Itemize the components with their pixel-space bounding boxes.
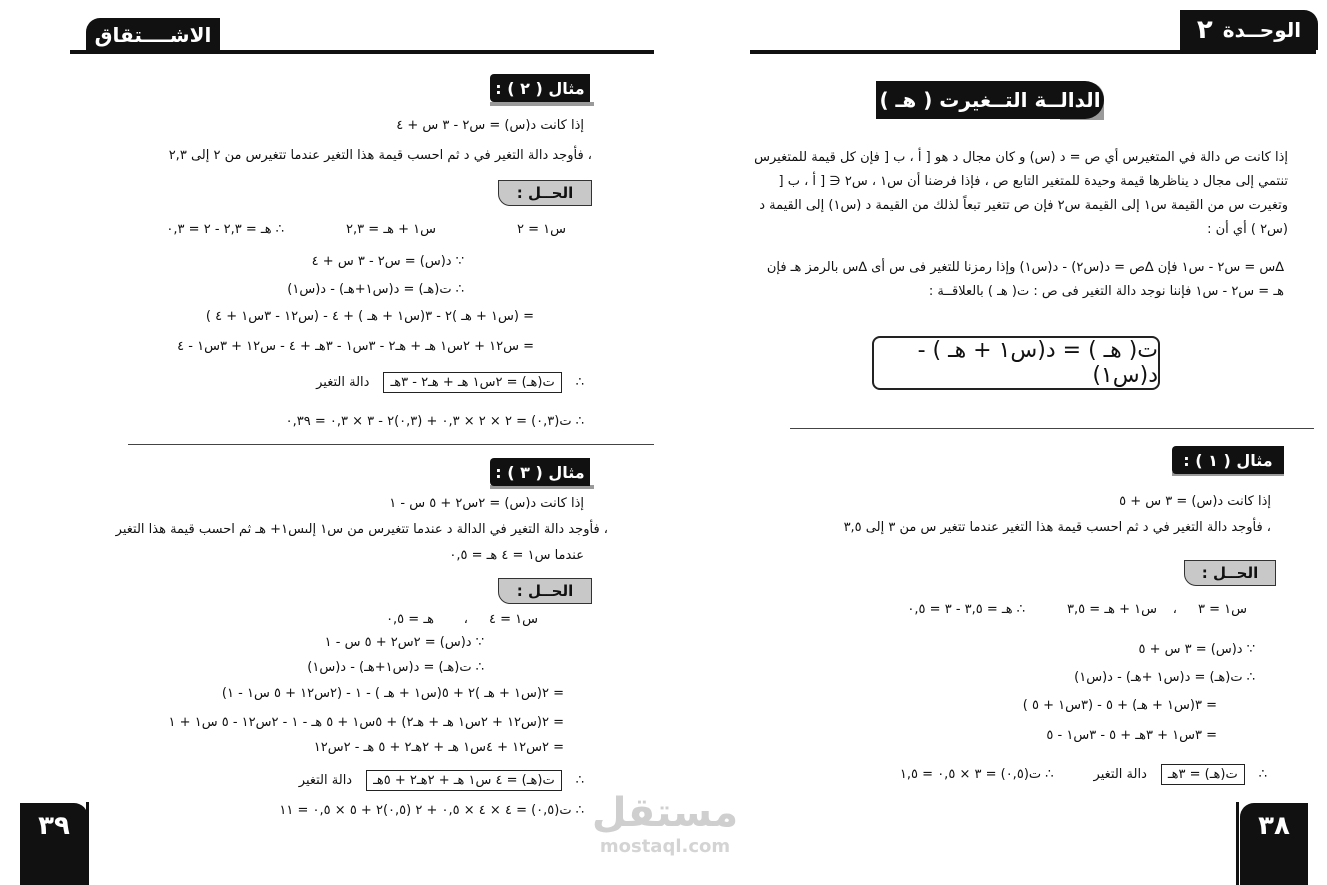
therefore-symbol: ∴ [575, 375, 584, 390]
example2-step4: = (س١ + هـ )٢ - ٣(س١ + هـ ) + ٤ - (س١٢ - ٣س١ + ٤ ) [205, 309, 534, 324]
example1-label: مثال ( ١ ) : [1172, 446, 1284, 474]
example3-step1-left: هـ = ٠,٥ [386, 612, 434, 627]
example2-step3: ∴ ت(هـ) = د(س١+هـ) - د(س١) [287, 282, 464, 297]
change-function-box: ت(هـ) = ٤ س١ هـ + ٢هـ٢ + ٥هـ [366, 770, 562, 791]
right-header-rule [750, 50, 1316, 54]
intro-paragraph: إذا كانت ص دالة في المتغيرس أي ص = د (س) و كان مجال د هو [ ﺃ ، ب [ فإن كل قيمة للمتغيرس تنتمي إلى مجال د يناظرها قيمة وحيدة للمتغير التابع ص ، فإذا فرضنا أن س١ ، س٢ ∈ [ ﺃ ، ب [ وتغيرت س من القيمة س١ إلى القيمة س٢ فإن ص تتغير تبعاً لذلك من القيمة د (س١) إلى القيمة د (س٢ ) أي أن : [754, 150, 1288, 238]
therefore-symbol: ∴ [1258, 767, 1267, 782]
example3-step4: = ٢(س١ + هـ )٢ + ٥(س١ + هـ ) - ١ - (٢س١٢ + ٥ س١ - ١) [221, 686, 564, 701]
example2-label-shadow [490, 102, 594, 106]
change-function-label: دالة التغير [316, 375, 370, 390]
example1-step1-left: ∴ هـ = ٣,٥ - ٣ = ٠,٥ [907, 602, 1025, 617]
watermark [580, 790, 750, 857]
example2-step6 [316, 372, 584, 393]
example1-step4: = ٣(س١ + هـ) + ٥ - (٣س١ + ٥ ) [1022, 698, 1217, 713]
section-title: الدالــة التــغيرت ( هـ ) [876, 81, 1104, 119]
example3-step3: ∴ ت(هـ) = د(س١+هـ) - د(س١) [307, 660, 484, 675]
right-separator [790, 428, 1314, 429]
change-function-formula: ت( هـ ) = د(س١ + هـ ) - د(س١) [872, 336, 1160, 390]
example1-result: ∴ ت(٠,٥) = ٣ × ٠,٥ = ١,٥ [899, 767, 1054, 782]
example3-line3: عندما س١ = ٤ هـ = ٠,٥ [449, 548, 584, 563]
therefore-symbol: ∴ [575, 773, 584, 788]
left-separator [128, 444, 654, 445]
example1-line2: ، فأوجد دالة التغير في د ثم احسب قيمة هذا التغير عندما تتغير س من ٣ إلى ٣,٥ [843, 520, 1271, 535]
watermark-logo: مستقل [591, 790, 739, 836]
example1-step1-mid: س١ + هـ = ٣,٥ [1067, 602, 1157, 617]
example3-step5: = ٢(س١٢ + ٢س١ هـ + هـ٢) + ٥س١ + ٥ هـ - ١ - ٢س١٢ - ٥ س١ + ١ [168, 715, 564, 730]
left-page-number: ٣٩ [20, 803, 88, 885]
example1-step1-right: س١ = ٣ [1197, 602, 1247, 617]
example3-step6: = ٢س١٢ + ٤س١ هـ + ٢هـ٢ + ٥ هـ - ٢س١٢ [313, 740, 564, 755]
left-header-title: الاشــــتقاق [86, 18, 220, 52]
example2-line1: إذا كانت د(س) = س٢ - ٣ س + ٤ [396, 118, 584, 133]
example3-step7 [299, 770, 584, 791]
example3-line1: إذا كانت د(س) = ٢س٢ + ٥ س - ١ [389, 496, 584, 511]
example2-step2: ∵ د(س) = س٢ - ٣ س + ٤ [311, 254, 464, 269]
example1-step1-sep: ، [1172, 602, 1177, 617]
example3-label: مثال ( ٣ ) : [490, 458, 590, 486]
unit-number: ٢ [1196, 15, 1213, 45]
example2-line2: ، فأوجد دالة التغير في د ثم احسب قيمة هذا التغير عندما تتغيرس من ٢ إلى ٢,٣ [168, 148, 592, 163]
example3-line2: ، فأوجد دالة التغير في الدالة د عندما تتغيرس من س١ إلىس١+ هـ ثم احسب قيمة هذا التغير [115, 522, 608, 537]
example1-step5: = ٣س١ + ٣هـ + ٥ - ٣س١ - ٥ [1046, 728, 1217, 743]
watermark-url: mostaql.com [599, 836, 731, 857]
example3-step1-right: س١ = ٤ [488, 612, 538, 627]
left-page-number-rule [86, 802, 89, 885]
example3-solution-label: الحــل : [498, 578, 592, 604]
example2-step1-right: س١ = ٢ [516, 222, 566, 237]
example1-line1: إذا كانت د(س) = ٣ س + ٥ [1119, 494, 1271, 509]
example2-step1-mid: س١ + هـ = ٢,٣ [346, 222, 436, 237]
unit-label: الوحــدة [1222, 18, 1302, 42]
example3-step1-sep: ، [463, 612, 468, 627]
example2-step7: ∴ ت(٠,٣) = ٢ × ٢ × ٠,٣ + (٠,٣)٢ - ٣ × ٠,٣ = ٠,٣٩ [285, 414, 584, 429]
example2-step1-left: ∴ هـ = ٢,٣ - ٢ = ٠,٣ [166, 222, 284, 237]
change-function-label: دالة التغير [1093, 767, 1147, 782]
example3-step2: ∵ د(س) = ٢س٢ + ٥ س - ١ [324, 635, 484, 650]
right-page [664, 0, 1327, 885]
change-function-label: دالة التغير [298, 773, 353, 788]
example2-label: مثال ( ٢ ) : [490, 74, 590, 102]
example2-solution-label: الحــل : [498, 180, 592, 206]
example1-step3: ∴ ت(هـ) = د(س١ +هـ) - د(س١) [1074, 670, 1255, 685]
example3-step8: ∴ ت(٠,٥) = ٤ × ٤ × ٠,٥ + ٢ (٠,٥)٢ + ٥ × ٠,٥ = ١١ [279, 803, 584, 818]
change-function-box: ت(هـ) = ٢س١ هـ + هـ٢ - ٣هـ [383, 372, 561, 393]
change-function-box: ت(هـ) = ٣هـ [1161, 764, 1245, 785]
example2-step5: = س١٢ + ٢س١ هـ + هـ٢ - ٣س١ - ٣هـ + ٤ - س١٢ + ٣س١ - ٤ [177, 339, 534, 354]
example1-solution-label: الحــل : [1184, 560, 1276, 586]
intro-paragraph-2: ∆س = س٢ - س١ فإن ∆ص = د(س٢) - د(س١) وإذا رمزنا للتغير فى س أى ∆س بالرمز هـ فإن هـ = س٢ - س١ فإننا نوجد دالة التغير فى ص : ت( هـ ) بالعلاقــة : [766, 260, 1284, 300]
example1-step2: ∵ د(س) = ٣ س + ٥ [1138, 642, 1255, 657]
right-page-number-rule [1236, 802, 1239, 885]
right-page-number: ٣٨ [1240, 803, 1308, 885]
right-header-tab [1180, 10, 1318, 50]
example1-step6 [900, 764, 1267, 785]
